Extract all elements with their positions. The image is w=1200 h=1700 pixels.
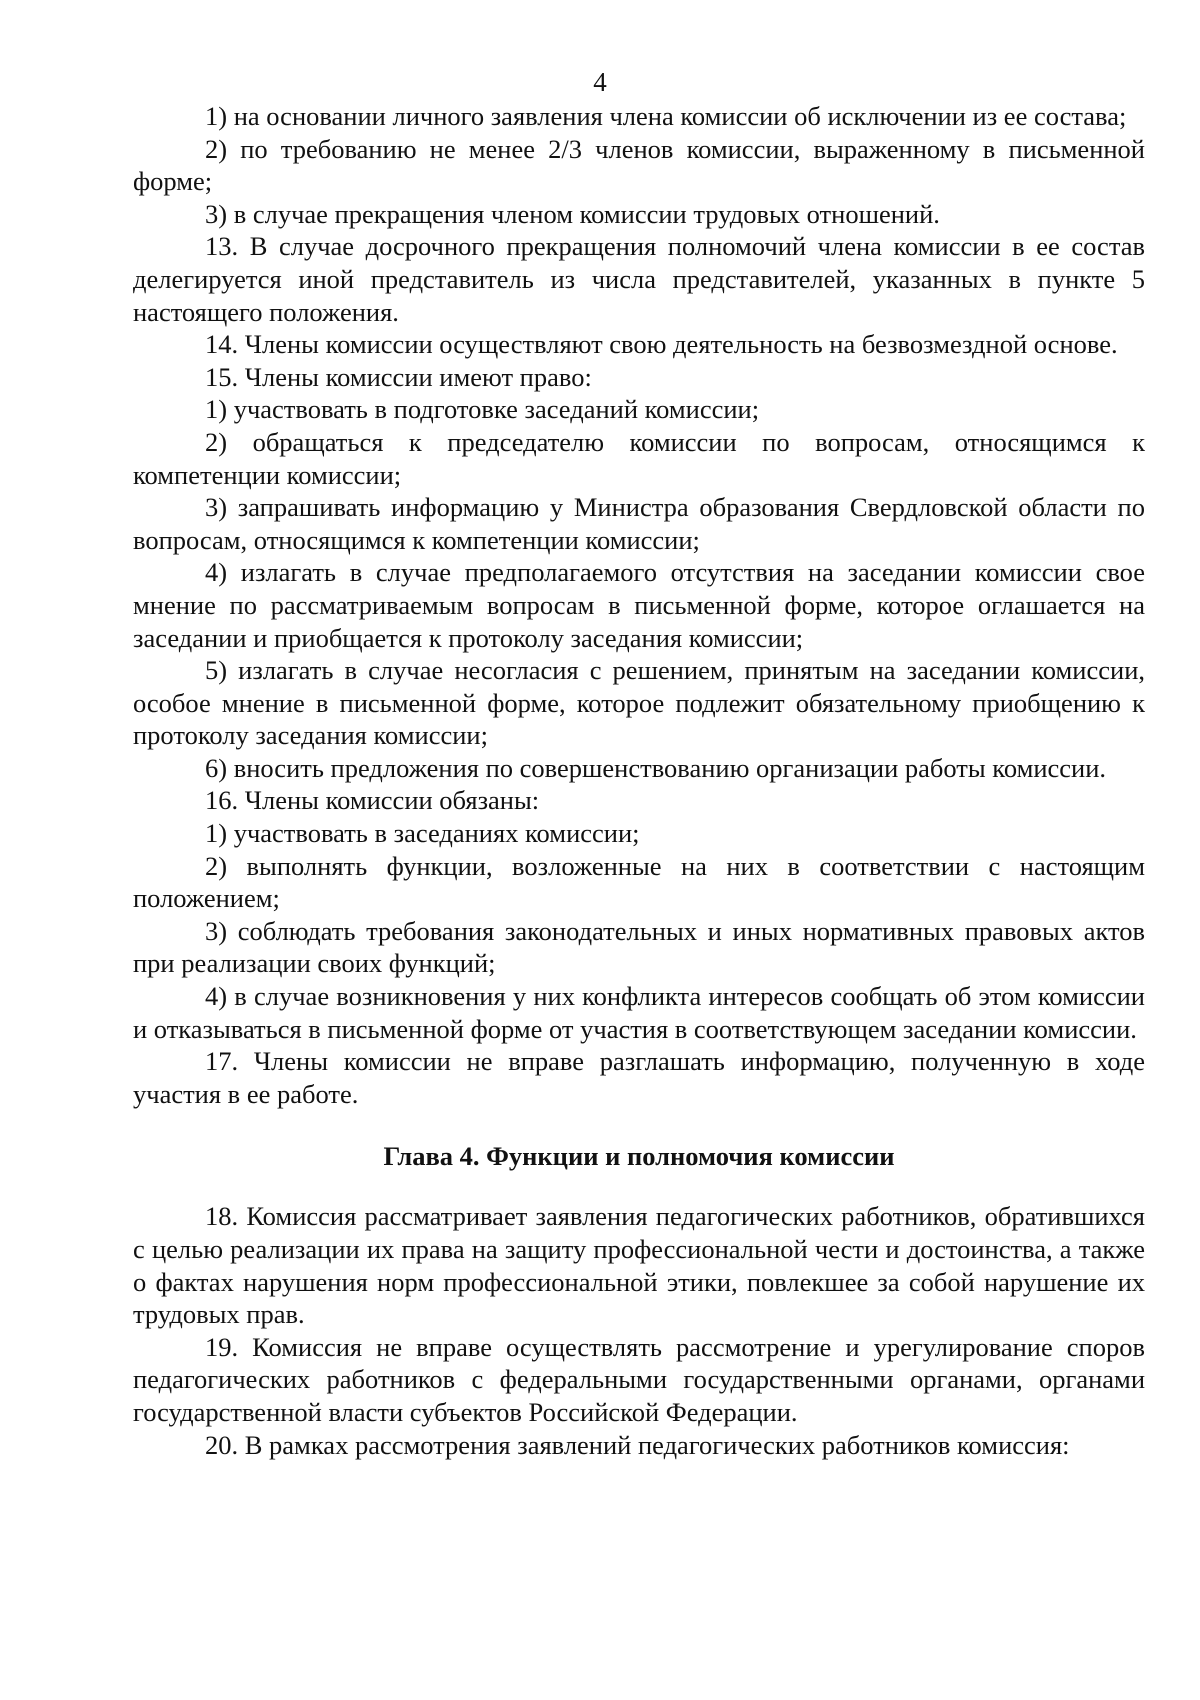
paragraph: 20. В рамках рассмотрения заявлений педагогических работников комиссия: bbox=[205, 1429, 1070, 1460]
paragraph: 3) запрашивать информацию у Министра образования Свердловской области по вопросам, относящимся к компетенции комиссии; bbox=[133, 492, 1145, 555]
paragraph: 14. Члены комиссии осуществляют свою деятельность на безвозмездной основе. bbox=[205, 329, 1118, 360]
page-number: 4 bbox=[593, 67, 607, 97]
paragraph: 6) вносить предложения по совершенствованию организации работы комиссии. bbox=[205, 752, 1107, 783]
paragraph: 2) по требованию не менее 2/3 членов комиссии, выраженному в письменной форме; bbox=[133, 133, 1145, 197]
paragraph: 19. Комиссия не вправе осуществлять рассмотрение и урегулирование споров педагогических работников с федеральными государственными органами, органами государственной власти субъектов Российской Федерации. bbox=[133, 1331, 1145, 1427]
paragraph: 3) соблюдать требования законодательных и иных нормативных правовых актов при реализации своих функций; bbox=[133, 915, 1145, 979]
paragraph: 3) в случае прекращения членом комиссии трудовых отношений. bbox=[205, 198, 940, 229]
paragraph: 17. Члены комиссии не вправе разглашать информацию, полученную в ходе участия в ее работе. bbox=[133, 1046, 1145, 1109]
paragraph: 2) обращаться к председателю комиссии по вопросам, относящимся к компетенции комиссии; bbox=[133, 426, 1145, 490]
paragraph: 4) в случае возникновения у них конфликта интересов сообщать об этом комиссии и отказываться в письменной форме от участия в соответствующем заседании комиссии. bbox=[133, 981, 1145, 1044]
paragraph: 2) выполнять функции, возложенные на них в соответствии с настоящим положением; bbox=[133, 850, 1145, 914]
paragraph: 18. Комиссия рассматривает заявления педагогических работников, обратившихся с целью реализации их права на защиту профессиональной чести и достоинства, а также о фактах нарушения норм профессиональной этики, повлекшее за собой нарушение их трудовых прав. bbox=[133, 1201, 1145, 1330]
paragraph: 1) на основании личного заявления члена комиссии об исключении из ее состава; bbox=[205, 101, 1127, 131]
chapter-heading: Глава 4. Функции и полномочия комиссии bbox=[383, 1141, 895, 1172]
paragraph: 1) участвовать в заседаниях комиссии; bbox=[205, 818, 640, 849]
paragraph: 1) участвовать в подготовке заседаний комиссии; bbox=[205, 394, 760, 425]
paragraph: 4) излагать в случае предполагаемого отсутствия на заседании комиссии свое мнение по рассматриваемым вопросам в письменной форме, которое оглашается на заседании и приобщается к протоколу заседания комиссии; bbox=[133, 557, 1145, 653]
paragraph: 13. В случае досрочного прекращения полномочий члена комиссии в ее состав делегируется иной представитель из числа представителей, указанных в пункте 5 настоящего положения. bbox=[133, 231, 1145, 327]
document-body bbox=[133, 100, 1145, 1461]
paragraph: 15. Члены комиссии имеют право: bbox=[205, 361, 592, 392]
paragraph: 5) излагать в случае несогласия с решением, принятым на заседании комиссии, особое мнение в письменной форме, которое подлежит обязательному приобщению к протоколу заседания комиссии; bbox=[133, 655, 1145, 751]
paragraph: 16. Члены комиссии обязаны: bbox=[205, 785, 540, 816]
